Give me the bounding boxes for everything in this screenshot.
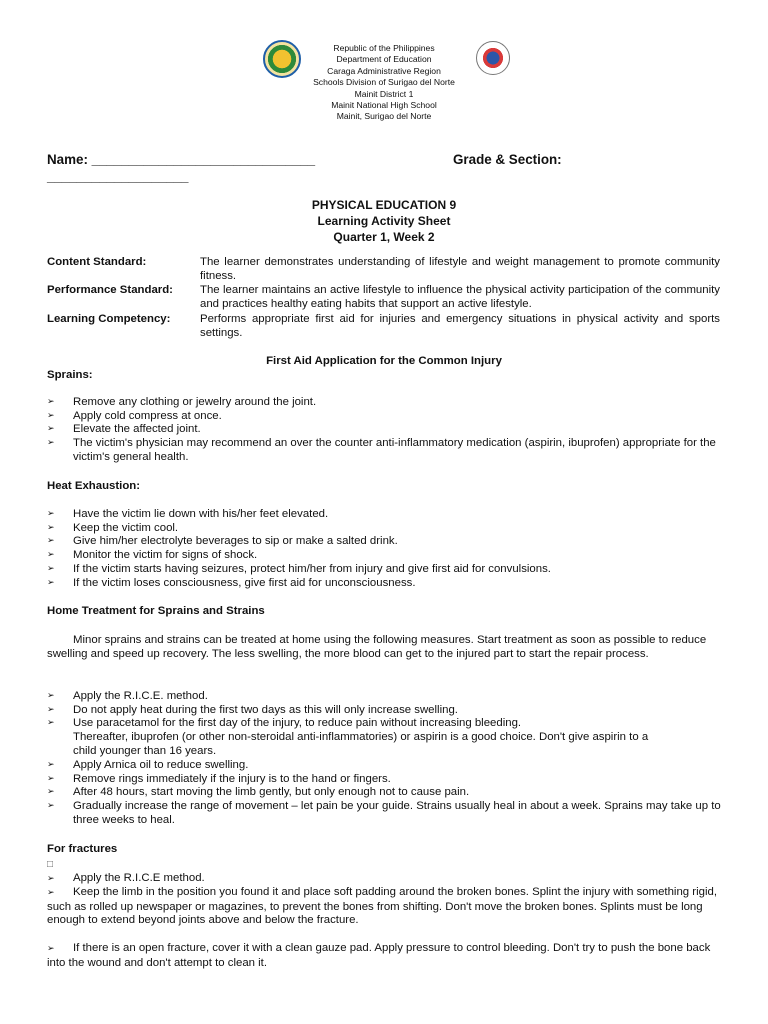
empty-checkbox-glyph: □	[47, 859, 54, 870]
document-title	[0, 197, 768, 245]
heat-exhaustion-heading: Heat Exhaustion:	[47, 480, 141, 492]
list-item: ➢ Apply the R.I.C.E. method.	[47, 690, 727, 704]
content-standard-text: The learner demonstrates understanding of lifestyle and weight management to promote community fitness.	[200, 256, 720, 282]
list-item: ➢ Elevate the affected joint.	[47, 423, 727, 437]
list-item: ➢ The victim's physician may recommend an over the counter anti-inflammatory medication (aspirin, ibuprofen) appropriate for the victim's general health.	[47, 437, 727, 464]
list-item: ➢ If the victim loses consciousness, give first aid for unconsciousness.	[47, 577, 727, 591]
performance-standard-label: Performance Standard:	[47, 284, 173, 296]
grade-section-label: Grade & Section:	[453, 152, 562, 167]
section-title: First Aid Application for the Common Injury	[266, 355, 502, 367]
home-treatment-list	[47, 690, 727, 731]
arrow-bullet-icon: ➢	[47, 874, 55, 884]
list-item: ➢ Do not apply heat during the first two days as this will only increase swelling.	[47, 704, 727, 718]
learning-competency-label: Learning Competency:	[47, 313, 171, 325]
grade-section-blank: ___________________	[47, 169, 189, 184]
list-item: ➢ Gradually increase the range of movement – let pain be your guide. Strains usually heal in about a week. Sprains may take up to three weeks to heal.	[47, 800, 727, 827]
content-standard-label: Content Standard:	[47, 256, 147, 268]
fractures-item	[47, 886, 727, 928]
name-field-label: Name: ______________________________	[47, 152, 316, 167]
letterhead-line: Mainit, Surigao del Norte	[336, 111, 432, 122]
arrow-bullet-icon: ➢	[47, 888, 55, 898]
list-item: ➢ Keep the victim cool.	[47, 522, 727, 536]
heat-exhaustion-list	[47, 508, 727, 590]
list-item: ➢ If the victim starts having seizures, protect him/her from injury and give first aid for convulsions.	[47, 563, 727, 577]
list-item: ➢ Monitor the victim for signs of shock.	[47, 549, 727, 563]
list-item: ➢ Apply Arnica oil to reduce swelling.	[47, 759, 727, 773]
arrow-bullet-icon: ➢	[47, 944, 55, 954]
title-quarter: Quarter 1, Week 2	[333, 230, 435, 244]
list-item: ➢ Remove any clothing or jewelry around the joint.	[47, 396, 727, 410]
letterhead-line: Republic of the Philippines	[333, 43, 435, 53]
sprains-list	[47, 396, 727, 465]
letterhead-line: Mainit National High School	[331, 100, 437, 111]
home-treatment-intro: Minor sprains and strains can be treated at home using the following measures. Start treatment as soon as possible to reduce swelling and speed up recovery. The less swelling, the more blood can get to the injured part to start the repair process.	[47, 634, 707, 660]
fractures-item	[47, 872, 727, 887]
sprains-heading: Sprains:	[47, 369, 93, 381]
letterhead-line: Mainit District 1	[354, 88, 414, 99]
fractures-item	[47, 942, 727, 970]
list-item: ➢ After 48 hours, start moving the limb gently, but only enough not to cause pain.	[47, 786, 727, 800]
performance-standard-text: The learner maintains an active lifestyle to influence the physical activity participation of the community and practices healthy eating habits that support an active lifestyle.	[200, 284, 720, 310]
fractures-item-text: Keep the limb in the position you found it and place soft padding around the broken bones. Splint the injury with something rigid, such as rolled up newspaper or magazines, to prevent the bones from shifting. Don't move the broken bones. Splints must be long enough to extend beyond joints above and below the fracture.	[47, 886, 717, 927]
learning-competency-text: Performs appropriate first aid for injuries and emergency situations in physical activity and sports settings.	[200, 313, 720, 339]
fractures-item-text: If there is an open fracture, cover it with a clean gauze pad. Apply pressure to control bleeding. Don't try to push the bone back into the wound and don't attempt to clean it.	[47, 942, 711, 969]
fractures-item-text: Apply the R.I.C.E method.	[73, 872, 205, 884]
letterhead	[0, 43, 768, 123]
title-type: Learning Activity Sheet	[317, 214, 451, 228]
home-treatment-heading: Home Treatment for Sprains and Strains	[47, 605, 265, 617]
letterhead-line: Schools Division of Surigao del Norte	[313, 77, 455, 88]
home-treatment-note: Thereafter, ibuprofen (or other non-steroidal anti-inflammatories) or aspirin is a good choice. Don't give aspirin to a child younger than 16 years.	[73, 731, 649, 757]
list-item: ➢ Have the victim lie down with his/her feet elevated.	[47, 508, 727, 522]
letterhead-line: Department of Education	[336, 54, 432, 65]
list-item: ➢ Remove rings immediately if the injury is to the hand or fingers.	[47, 773, 727, 787]
list-item: ➢ Use paracetamol for the first day of the injury, to reduce pain without increasing bleeding.	[47, 717, 727, 731]
list-item: ➢ Apply cold compress at once.	[47, 410, 727, 424]
letterhead-line: Caraga Administrative Region	[327, 65, 441, 76]
fractures-heading: For fractures	[47, 843, 118, 855]
home-treatment-list-continued	[47, 759, 727, 828]
list-item: ➢ Give him/her electrolyte beverages to sip or make a salted drink.	[47, 535, 727, 549]
title-subject: PHYSICAL EDUCATION 9	[311, 198, 457, 212]
